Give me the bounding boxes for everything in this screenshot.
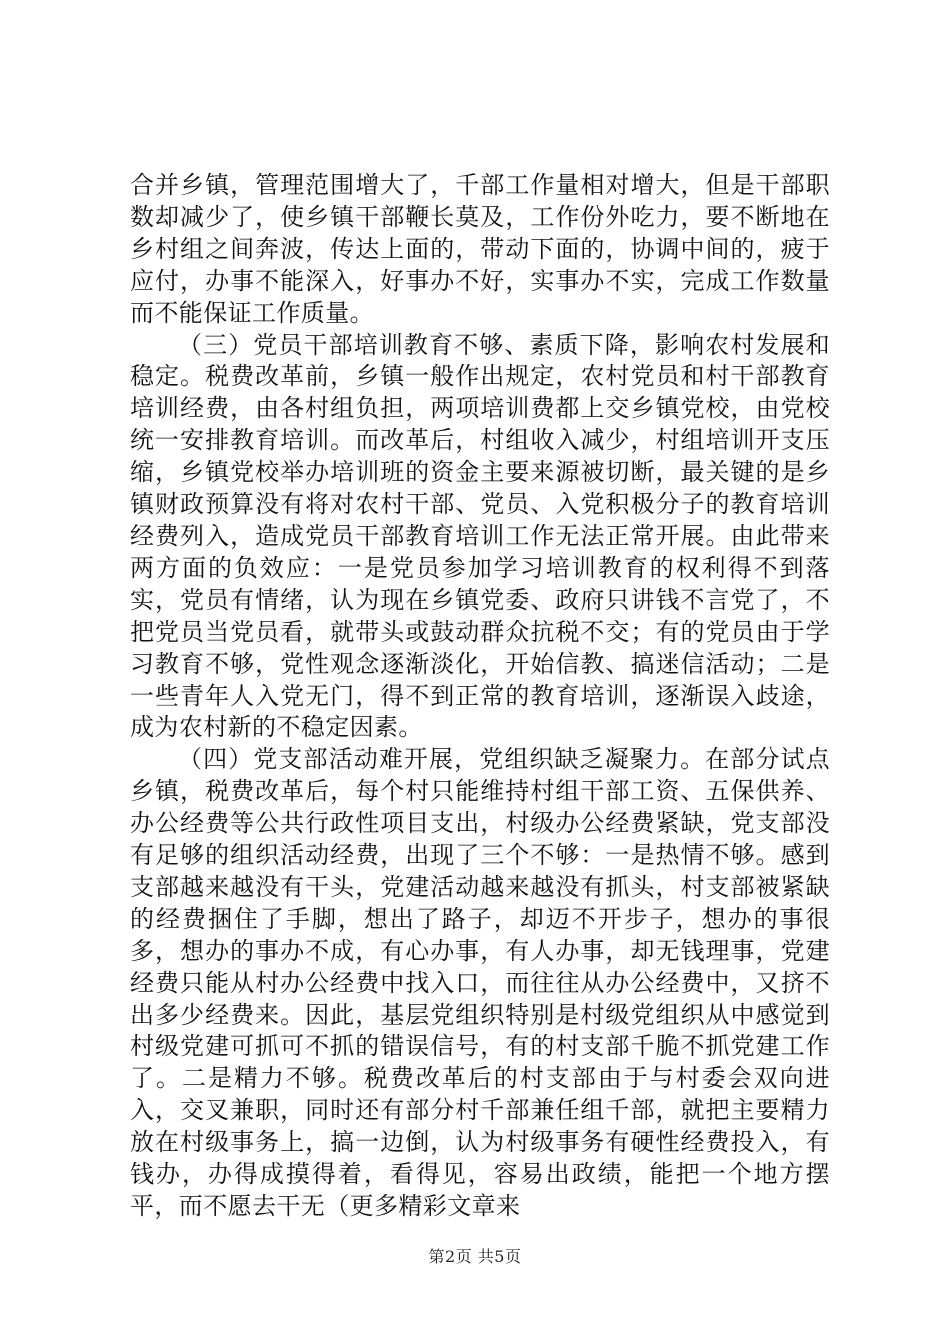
page-footer: 第2页 共5页	[428, 1247, 522, 1266]
paragraph-continuation: 合并乡镇，管理范围增大了，千部工作量相对增大，但是干部职数却减少了，使乡镇干部鞭长莫及，工作份外吃力，要不断地在乡村组之间奔波，传达上面的，带动下面的，协调中间的，疲于应付，办事不能深入，好事办不好，实事办不实，完成工作数量而不能保证工作质量。	[130, 171, 830, 327]
document-body	[130, 170, 830, 1223]
paragraph-section-three: （三）党员干部培训教育不够、素质下降，影响农村发展和稳定。税费改革前，乡镇一般作出规定，农村党员和村干部教育培训经费，由各村组负担，两项培训费都上交乡镇党校，由党校统一安排教育培训。而改革后，村组收入减少，村组培训开支压缩，乡镇党校举办培训班的资金主要来源被切断，最关键的是乡镇财政预算没有将对农村干部、党员、入党积极分子的教育培训经费列入，造成党员干部教育培训工作无法正常开展。由此带来两方面的负效应：一是党员参加学习培训教育的权利得不到落实，党员有情绪，认为现在乡镇党委、政府只讲钱不言党了，不把党员当党员看，就带头或鼓动群众抗税不交；有的党员由于学习教育不够，党性观念逐渐淡化，开始信教、搞迷信活动；二是一些青年人入党无门，得不到正常的教育培训，逐渐误入歧途，成为农村新的不稳定因素。	[130, 330, 830, 742]
paragraph-section-four: （四）党支部活动难开展，党组织缺乏凝聚力。在部分试点乡镇，税费改革后，每个村只能维持村组干部工资、五保供养、办公经费等公共行政性项目支出，村级办公经费紧缺，党支部没有足够的组织活动经费，出现了三个不够：一是热情不够。感到支部越来越没有干头，党建活动越来越没有抓头，村支部被紧缺的经费捆住了手脚，想出了路子，却迈不开步子，想办的事很多，想办的事办不成，有心办事，有人办事，却无钱理事，党建经费只能从村办公经费中找入口，而往往从办公经费中，又挤不出多少经费来。因此，基层党组织特别是村级党组织从中感觉到村级党建可抓可不抓的错误信号，有的村支部千脆不抓党建工作了。二是精力不够。税费改革后的村支部由于与村委会双向进入，交叉兼职，同时还有部分村千部兼任组千部，就把主要精力放在村级事务上，搞一边倒，认为村级事务有硬性经费投入，有钱办，办得成摸得着，看得见，容易出政绩，能把一个地方摆平，而不愿去干无（更多精彩文章来	[130, 745, 830, 1220]
